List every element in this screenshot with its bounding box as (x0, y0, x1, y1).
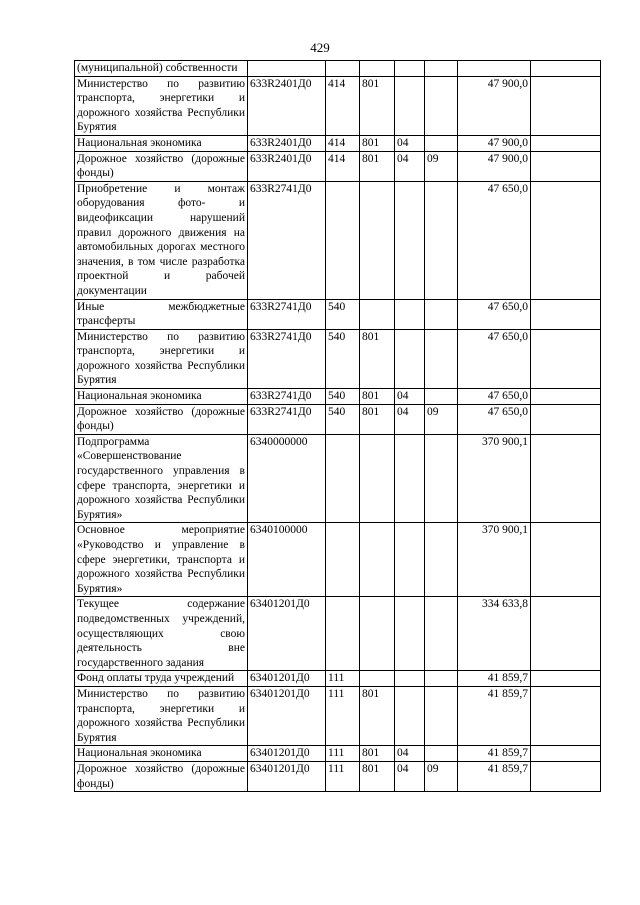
row-subsection-cell (425, 61, 458, 77)
row-code-cell: 63401201Д0 (248, 597, 326, 671)
row-expense-type-cell: 111 (326, 746, 360, 762)
row-name-cell: Национальная экономика (75, 389, 248, 405)
row-amount-cell: 47 650,0 (458, 404, 531, 434)
row-expense-type-cell: 414 (326, 135, 360, 151)
row-section-cell (395, 61, 425, 77)
budget-table-body (75, 61, 601, 792)
row-code-cell: 633R2741Д0 (248, 181, 326, 299)
row-subsection-cell: 09 (425, 151, 458, 181)
row-name-cell: Текущее содержание подведомственных учреждений, осуществляющих свою деятельность вне государственного задания (75, 597, 248, 671)
row-section-cell (395, 597, 425, 671)
row-amount-cell (458, 61, 531, 77)
row-name-cell: Национальная экономика (75, 746, 248, 762)
row-section-cell: 04 (395, 135, 425, 151)
row-ministry-cell: 801 (360, 746, 395, 762)
row-section-cell: 04 (395, 151, 425, 181)
row-subsection-cell (425, 597, 458, 671)
row-extra-cell (531, 181, 601, 299)
row-name-cell: Приобретение и монтаж оборудования фото- и видеофиксации нарушений правил дорожного движения на автомобильных дорогах местного значения, в том числе разработка проектной и рабочей документации (75, 181, 248, 299)
table-row (75, 671, 601, 687)
row-name-cell: Национальная экономика (75, 135, 248, 151)
row-expense-type-cell: 111 (326, 761, 360, 791)
row-name-cell: Министерство по развитию транспорта, энергетики и дорожного хозяйства Республики Бурятия (75, 329, 248, 388)
table-row (75, 76, 601, 135)
row-ministry-cell: 801 (360, 151, 395, 181)
row-amount-cell: 370 900,1 (458, 434, 531, 523)
row-ministry-cell (360, 671, 395, 687)
row-extra-cell (531, 761, 601, 791)
row-amount-cell: 47 900,0 (458, 151, 531, 181)
row-extra-cell (531, 389, 601, 405)
row-ministry-cell: 801 (360, 761, 395, 791)
row-expense-type-cell (326, 523, 360, 597)
row-extra-cell (531, 523, 601, 597)
row-name-cell: Дорожное хозяйство (дорожные фонды) (75, 761, 248, 791)
row-extra-cell (531, 404, 601, 434)
row-ministry-cell (360, 299, 395, 329)
row-amount-cell: 41 859,7 (458, 761, 531, 791)
page-number: 429 (310, 40, 330, 55)
row-extra-cell (531, 135, 601, 151)
row-code-cell: 633R2741Д0 (248, 389, 326, 405)
row-expense-type-cell: 540 (326, 299, 360, 329)
table-row (75, 389, 601, 405)
row-expense-type-cell: 540 (326, 389, 360, 405)
table-row (75, 761, 601, 791)
row-name-cell: (муниципальной) собственности (75, 61, 248, 77)
row-subsection-cell (425, 686, 458, 745)
row-amount-cell: 47 900,0 (458, 76, 531, 135)
row-code-cell: 633R2741Д0 (248, 404, 326, 434)
row-extra-cell (531, 597, 601, 671)
row-expense-type-cell (326, 597, 360, 671)
table-row (75, 329, 601, 388)
row-amount-cell: 41 859,7 (458, 746, 531, 762)
row-code-cell: 633R2401Д0 (248, 135, 326, 151)
row-ministry-cell: 801 (360, 329, 395, 388)
row-code-cell: 633R2741Д0 (248, 299, 326, 329)
row-subsection-cell (425, 746, 458, 762)
row-subsection-cell (425, 389, 458, 405)
row-section-cell: 04 (395, 404, 425, 434)
row-extra-cell (531, 434, 601, 523)
row-section-cell: 04 (395, 746, 425, 762)
row-section-cell (395, 434, 425, 523)
row-amount-cell: 334 633,8 (458, 597, 531, 671)
row-amount-cell: 47 650,0 (458, 299, 531, 329)
row-expense-type-cell: 414 (326, 76, 360, 135)
row-section-cell (395, 686, 425, 745)
row-ministry-cell (360, 597, 395, 671)
row-amount-cell: 41 859,7 (458, 686, 531, 745)
table-row (75, 404, 601, 434)
row-code-cell (248, 61, 326, 77)
row-extra-cell (531, 299, 601, 329)
row-section-cell (395, 76, 425, 135)
row-name-cell: Министерство по развитию транспорта, энергетики и дорожного хозяйства Республики Бурятия (75, 686, 248, 745)
row-expense-type-cell: 540 (326, 329, 360, 388)
row-section-cell: 04 (395, 761, 425, 791)
row-ministry-cell: 801 (360, 686, 395, 745)
row-amount-cell: 370 900,1 (458, 523, 531, 597)
row-subsection-cell (425, 135, 458, 151)
table-row (75, 523, 601, 597)
row-extra-cell (531, 151, 601, 181)
row-name-cell: Подпрограмма «Совершенствование государственного управления в сфере транспорта, энергетики и дорожного хозяйства Республики Бурятия» (75, 434, 248, 523)
row-section-cell: 04 (395, 389, 425, 405)
row-ministry-cell: 801 (360, 404, 395, 434)
row-subsection-cell (425, 671, 458, 687)
row-code-cell: 63401201Д0 (248, 761, 326, 791)
row-amount-cell: 47 900,0 (458, 135, 531, 151)
row-subsection-cell: 09 (425, 404, 458, 434)
row-code-cell: 633R2401Д0 (248, 151, 326, 181)
row-expense-type-cell (326, 181, 360, 299)
row-section-cell (395, 329, 425, 388)
row-ministry-cell (360, 181, 395, 299)
table-row (75, 597, 601, 671)
row-code-cell: 6340100000 (248, 523, 326, 597)
table-row (75, 181, 601, 299)
row-extra-cell (531, 686, 601, 745)
row-subsection-cell (425, 329, 458, 388)
row-amount-cell: 47 650,0 (458, 389, 531, 405)
row-expense-type-cell: 414 (326, 151, 360, 181)
row-name-cell: Дорожное хозяйство (дорожные фонды) (75, 151, 248, 181)
table-row (75, 434, 601, 523)
row-ministry-cell: 801 (360, 135, 395, 151)
row-expense-type-cell (326, 434, 360, 523)
row-extra-cell (531, 329, 601, 388)
row-ministry-cell: 801 (360, 76, 395, 135)
row-amount-cell: 47 650,0 (458, 181, 531, 299)
table-row (75, 61, 601, 77)
budget-table (74, 60, 601, 792)
row-amount-cell: 41 859,7 (458, 671, 531, 687)
row-section-cell (395, 523, 425, 597)
row-section-cell (395, 299, 425, 329)
row-code-cell: 63401201Д0 (248, 671, 326, 687)
row-amount-cell: 47 650,0 (458, 329, 531, 388)
row-subsection-cell: 09 (425, 761, 458, 791)
row-expense-type-cell (326, 61, 360, 77)
row-ministry-cell (360, 434, 395, 523)
row-ministry-cell: 801 (360, 389, 395, 405)
row-expense-type-cell: 111 (326, 686, 360, 745)
row-subsection-cell (425, 76, 458, 135)
row-name-cell: Основное мероприятие «Руководство и управление в сфере энергетики, транспорта и дорожного хозяйства Республики Бурятия» (75, 523, 248, 597)
row-code-cell: 6340000000 (248, 434, 326, 523)
row-ministry-cell (360, 523, 395, 597)
row-subsection-cell (425, 434, 458, 523)
table-row (75, 299, 601, 329)
row-ministry-cell (360, 61, 395, 77)
row-section-cell (395, 671, 425, 687)
table-row (75, 151, 601, 181)
row-expense-type-cell: 540 (326, 404, 360, 434)
row-expense-type-cell: 111 (326, 671, 360, 687)
table-row (75, 686, 601, 745)
row-code-cell: 63401201Д0 (248, 746, 326, 762)
row-subsection-cell (425, 523, 458, 597)
row-subsection-cell (425, 299, 458, 329)
row-extra-cell (531, 671, 601, 687)
row-name-cell: Дорожное хозяйство (дорожные фонды) (75, 404, 248, 434)
row-code-cell: 633R2401Д0 (248, 76, 326, 135)
row-name-cell: Министерство по развитию транспорта, энергетики и дорожного хозяйства Республики Бурятия (75, 76, 248, 135)
row-extra-cell (531, 746, 601, 762)
row-extra-cell (531, 61, 601, 77)
row-code-cell: 633R2741Д0 (248, 329, 326, 388)
row-name-cell: Иные межбюджетные трансферты (75, 299, 248, 329)
row-extra-cell (531, 76, 601, 135)
row-subsection-cell (425, 181, 458, 299)
table-row (75, 746, 601, 762)
row-code-cell: 63401201Д0 (248, 686, 326, 745)
row-name-cell: Фонд оплаты труда учреждений (75, 671, 248, 687)
table-row (75, 135, 601, 151)
row-section-cell (395, 181, 425, 299)
